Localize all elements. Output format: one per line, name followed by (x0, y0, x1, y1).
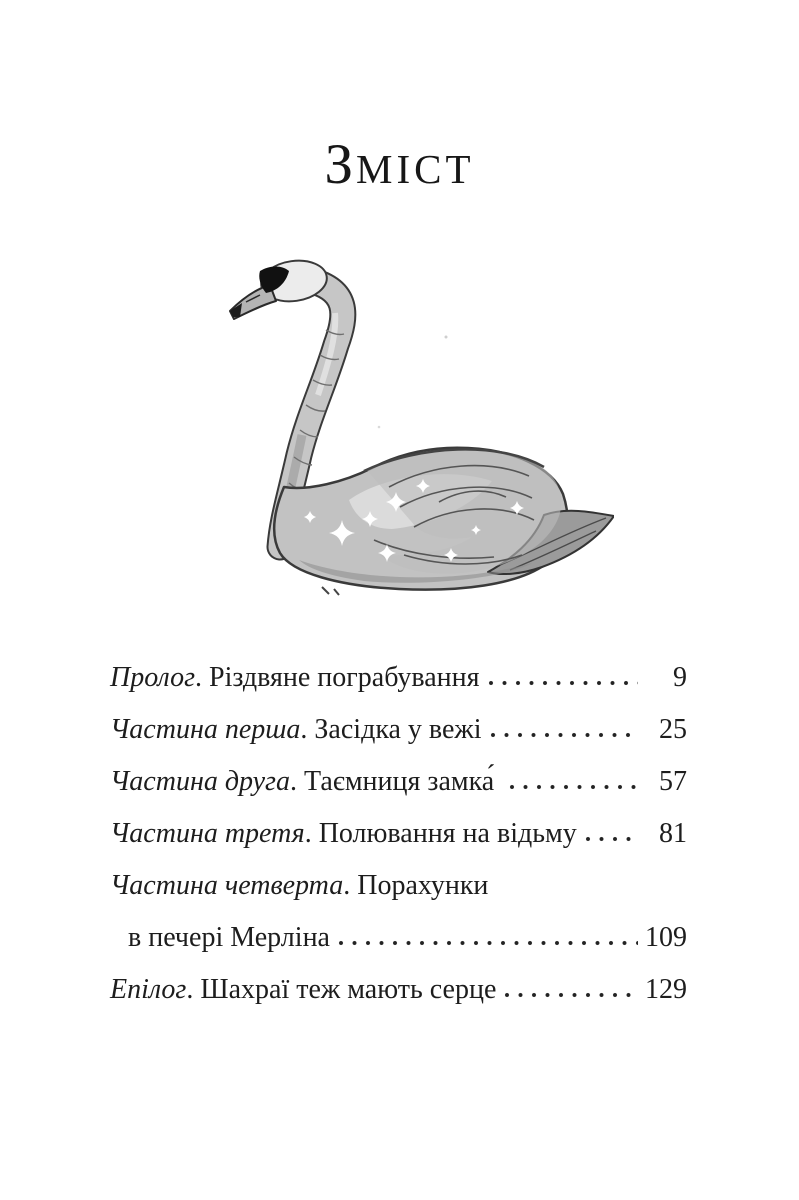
toc-entry-label (110, 808, 577, 860)
toc-chapter-title: . Порахунки (343, 870, 489, 901)
toc-entry-label (110, 652, 480, 704)
dot-leader (490, 732, 638, 738)
toc-part-name: Частина перша (110, 714, 301, 745)
dot-leader (585, 836, 638, 842)
toc-page-number: 57 (659, 766, 687, 797)
toc-chapter-title: . Полювання на відьму (304, 818, 577, 849)
toc-entry-part-one (110, 704, 687, 756)
toc-entry-label (110, 964, 496, 1016)
toc-entry-continuation: в печері Мерліна (128, 922, 330, 953)
toc-entry-label (110, 756, 501, 808)
toc-entry-part-three (110, 808, 687, 860)
toc-chapter-title: . Засідка у вежі (300, 714, 482, 745)
toc-entry-part-two (110, 756, 687, 808)
toc-entry-label (110, 860, 488, 912)
title-small-caps: МІСТ (356, 146, 475, 192)
toc-chapter-title: . Таємниця замка́ (289, 766, 502, 797)
toc-part-name: Епілог (110, 974, 187, 1005)
toc-page-number: 9 (673, 662, 687, 693)
toc-entry-epilogue (110, 964, 687, 1016)
toc-entry-label (110, 704, 482, 756)
toc-page-number: 81 (659, 818, 687, 849)
dot-leader (338, 940, 638, 946)
toc-entry-part-four-line1 (110, 860, 687, 912)
toc-entry-part-four-line2 (110, 912, 687, 964)
dot-leader (504, 992, 638, 998)
dot-leader (488, 680, 639, 686)
toc-part-name: Частина третя (110, 818, 305, 849)
table-of-contents (0, 652, 799, 1016)
title-initial: З (324, 133, 357, 196)
toc-entry-prologue (110, 652, 687, 704)
toc-part-name: Частина друга (110, 766, 290, 797)
toc-part-name: Пролог (110, 662, 195, 693)
swan-drawing-icon (214, 255, 614, 605)
toc-part-name: Частина четверта (110, 870, 344, 901)
dot-leader (509, 784, 638, 790)
toc-page-number: 129 (645, 974, 687, 1005)
toc-page-number: 109 (645, 922, 687, 953)
toc-chapter-title: . Шахраї теж мають серце (186, 974, 497, 1005)
page-title (0, 0, 799, 196)
toc-chapter-title: . Різдвяне пограбування (195, 662, 480, 693)
toc-page-number: 25 (659, 714, 687, 745)
swan-illustration (214, 255, 614, 610)
